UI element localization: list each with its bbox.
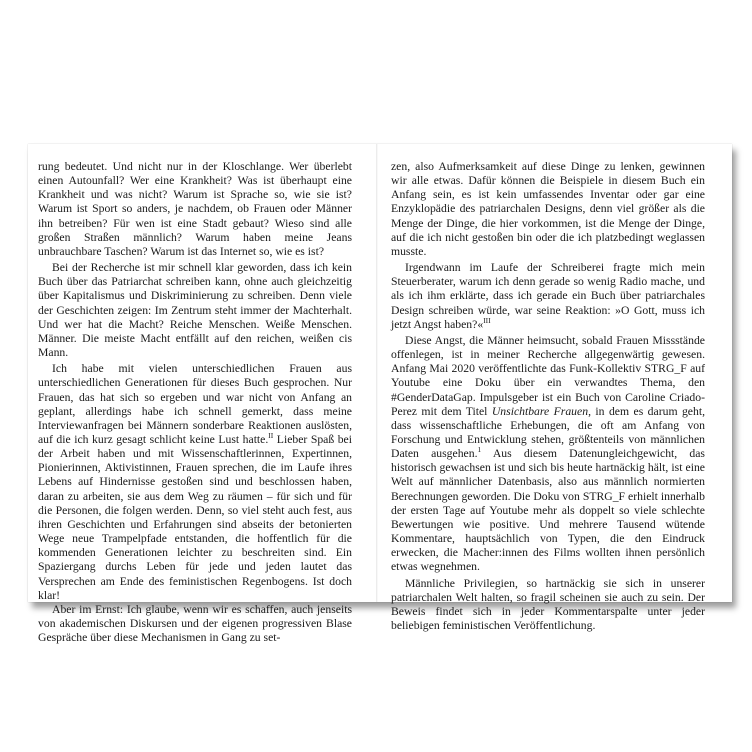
left-page <box>38 160 352 645</box>
footnote-marker: II <box>268 431 274 441</box>
right-page <box>391 160 705 633</box>
paragraph: Bei der Recherche ist mir schnell klar geworden, dass ich kein Buch über das Patriarchat schreiben kann, ohne auch gleichzeitig über Kapitalismus und Diskriminierung zu schreiben. Denn viele der Geschichten zeigen: Im Zentrum steht immer der Machterhalt. Und wer hat die Macht? Reiche Menschen. Weiße Menschen. Männer. Die meiste Macht entfällt auf den reichen, weißen cis Mann. <box>38 261 352 360</box>
paragraph: Aber im Ernst: Ich glaube, wenn wir es schaffen, auch jenseits von akademischen Diskursen und der eigenen progressiven Blase Gespräche über diese Mechanismen in Gang zu set- <box>38 602 352 645</box>
paragraph: zen, also Aufmerksamkeit auf diese Dinge zu lenken, gewinnen wir alle etwas. Dafür können die Beispiele in diesem Buch ein Anfang sein, es ist kein umfassendes Inventar oder gar eine Enzyklopädie des patriarchalen Designs, denn viel größer als die Menge der Dinge, die hier vorkommen, ist die Menge der Dinge, auf die ich nicht gestoßen bin oder die ich platzbedingt weglassen musste. <box>391 160 705 258</box>
paragraph: rung bedeutet. Und nicht nur in der Kloschlange. Wer überlebt einen Autounfall? Wer eine Krankheit? Was ist überhaupt eine Krankheit und was nicht? Warum ist Sprache so, wie sie ist? Warum ist Sport so anders, je nachdem, ob Frauen oder Männer ihn betreiben? Für wen ist eine Stadt gebaut? Wieso sind alle großen Straßen männlich? Warum haben meine Jeans unbrauchbare Taschen? Warum ist das Internet so, wie es ist? <box>38 160 352 258</box>
paragraph: Diese Angst, die Männer heimsucht, sobald Frauen Missstände offenlegen, ist in meiner Recherche allgegenwärtig gewesen. Anfang Mai 2020 veröffentlichte das Funk-Kollektiv STRG_F auf Youtube eine Doku über ein verwandtes Thema, den #GenderDataGap. Impulsgeber ist ein Buch von Caroline Criado-Perez mit dem Titel Unsichtbare Frauen, in dem es darum geht, dass wissenschaftliche Erhebungen, die oft am Anfang von Forschung und Entwicklung stehen, größtenteils von männlichen Daten ausgehen.$^1$ Aus diesem Datenungleichgewicht, das historisch gewachsen ist und sich bis heute hartnäckig hält, ist eine Welt auf männlicher Datenbasis, also aus männlich normierten Berechnungen geworden. Die Doku von STRG_F erhielt innerhalb der ersten Tage auf Youtube mehr als doppelt so viele schlechte Bewertungen wie positive. Und mehrere Tausend wütende Kommentare, hauptsächlich von Typen, die den Eindruck erwecken, die Macher:innen des Films wollten ihnen persönlich etwas wegnehmen. <box>391 333 706 574</box>
book-title: Unsichtbare Frauen <box>491 404 589 418</box>
footnote-marker: III <box>483 315 491 325</box>
paragraph: Irgendwann im Laufe der Schreiberei fragte mich mein Steuerberater, warum ich denn gerade so wenig Radio mache, und als ich ihm erklärte, dass ich gerade ein Buch über patriarchales Design schreiben würde, war seine Reaktion: »O Gott, muss ich jetzt Angst haben?«$^{III}$ <box>391 261 705 331</box>
footnote-marker: 1 <box>477 445 482 455</box>
paragraph: Männliche Privilegien, so hartnäckig sie sich in unserer patriarchalen Welt halten, so fragil scheinen sie auch zu sein. Der Beweis findet sich in jeder Kommentarspalte unter jeder beliebigen feministischen Veröffentlichung. <box>391 576 705 632</box>
paragraph: Ich habe mit vielen unterschiedlichen Frauen aus unterschiedlichen Generationen für dieses Buch gesprochen. Nur Frauen, das hat sich so ergeben und war nicht von Anfang an geplant, allerdings habe ich schnell gemerkt, dass meine Interviewanfragen bei Männern sonderbare Reaktionen auslösten, auf die ich kurz gesagt schlicht keine Lust hatte.$^{II}$ Lieber Spaß bei der Arbeit haben und mit Wissenschaftlerinnen, Expertinnen, Pionierinnen, Aktivistinnen, Frauen sprechen, die im Laufe ihres Lebens auf Hindernisse gestoßen sind und beschlossen haben, daran zu arbeiten, sie aus dem Weg zu räumen – für sich und für die Personen, die folgen werden. Denn, so viel steht auch fest, aus ihren Geschichten und Erfahrungen sind abseits der betonierten Wege neue Trampelpfade entstanden, die hoffentlich für die kommenden Generationen leichter zu beschreiten sind. Ein Spaziergang durchs Leben für jede und jeden lautet das Versprechen am Ende des feministischen Regenbogens. Ist doch klar! <box>38 362 352 602</box>
book-gutter <box>376 144 378 602</box>
